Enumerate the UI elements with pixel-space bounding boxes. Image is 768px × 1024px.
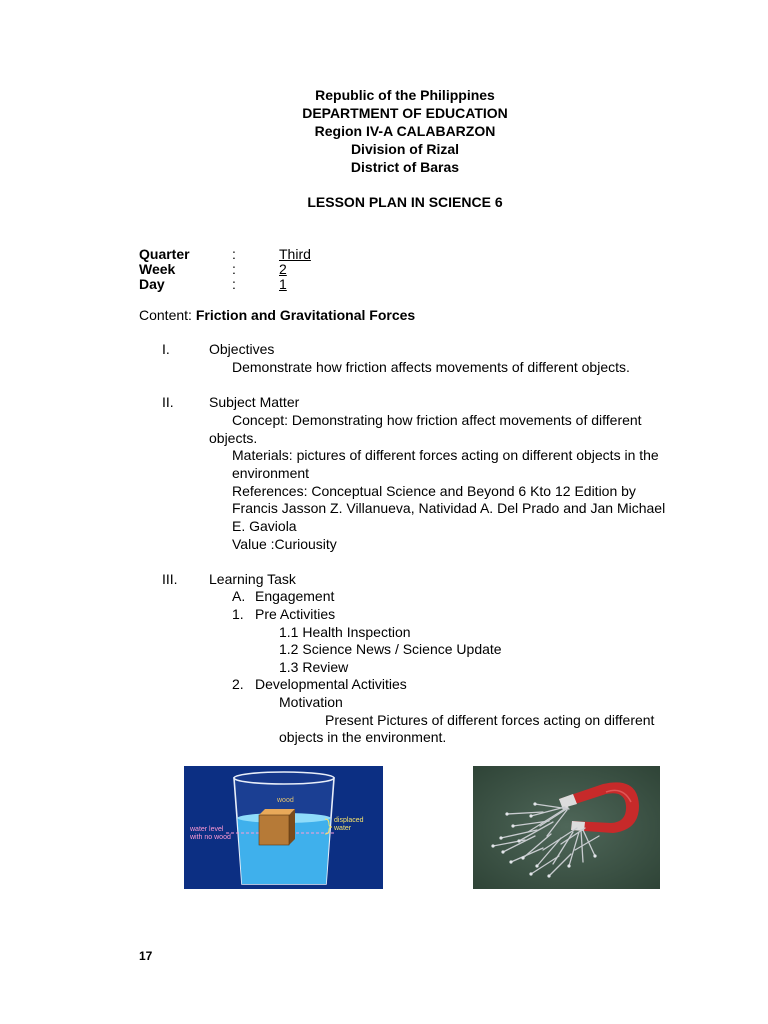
references-line-2: Francis Jasson Z. Villanueva, Natividad A. Del Prado and Jan Michael — [232, 500, 666, 516]
present-line-1: Present Pictures of different forces acting on different — [325, 712, 655, 728]
content-label: Content: — [139, 307, 192, 323]
lesson-title: LESSON PLAN IN SCIENCE 6 — [307, 194, 503, 210]
developmental-label: 2. — [232, 676, 244, 692]
meta-week-value: 2 — [279, 261, 287, 277]
meta-quarter-value: Third — [279, 246, 311, 262]
section-1-text: Demonstrate how friction affects movements of different objects. — [232, 359, 630, 375]
pre-activities-text: Pre Activities — [255, 606, 336, 622]
section-3-number: III. — [162, 571, 178, 587]
section-1-number: I. — [162, 341, 170, 357]
motivation-heading: Motivation — [279, 694, 343, 710]
page-number: 17 — [139, 949, 153, 963]
value-line: Value :Curiousity — [232, 536, 337, 552]
materials-line-2: environment — [232, 465, 310, 481]
pre-activities-label: 1. — [232, 606, 244, 622]
no-wood-label: with no wood — [190, 834, 231, 841]
magnet-image — [473, 766, 660, 889]
review-item: 1.3 Review — [279, 659, 349, 675]
header-department: DEPARTMENT OF EDUCATION — [302, 105, 508, 121]
displaced-water-label: water — [334, 825, 352, 832]
wood-label: wood — [277, 797, 294, 804]
displaced-label: displaced — [334, 817, 364, 824]
meta-week-label: Week — [139, 261, 176, 277]
science-news: 1.2 Science News / Science Update — [279, 641, 502, 657]
header-region: Region IV-A CALABARZON — [314, 123, 496, 139]
materials-line-1: Materials: pictures of different forces acting on different objects in the — [232, 447, 659, 463]
engagement-text: Engagement — [255, 588, 335, 604]
meta-quarter-sep: : — [232, 246, 236, 262]
section-1-heading: Objectives — [209, 341, 275, 357]
developmental-text: Developmental Activities — [255, 676, 407, 692]
beaker-wood-image — [184, 766, 383, 889]
header-district: District of Baras — [350, 159, 460, 175]
water-level-label: water level — [190, 826, 224, 833]
header-republic: Republic of the Philippines — [315, 87, 495, 103]
section-2-number: II. — [162, 394, 174, 410]
section-3-heading: Learning Task — [209, 571, 296, 587]
content-line — [139, 307, 415, 325]
references-line-3: E. Gaviola — [232, 518, 297, 534]
meta-day-value: 1 — [279, 276, 287, 292]
magnet-illustration — [473, 766, 660, 889]
engagement-label: A. — [232, 588, 246, 604]
content-value: Friction and Gravitational Forces — [195, 307, 416, 323]
concept-line-2: objects. — [209, 430, 258, 446]
meta-week-sep: : — [232, 261, 236, 277]
meta-day-label: Day — [139, 276, 165, 292]
health-inspection: 1.1 Health Inspection — [279, 624, 411, 640]
header-division: Division of Rizal — [350, 141, 460, 157]
references-line-1: References: Conceptual Science and Beyond 6 Kto 12 Edition by — [232, 483, 636, 499]
meta-quarter-label: Quarter — [139, 246, 190, 262]
section-2-heading: Subject Matter — [209, 394, 300, 410]
meta-day-sep: : — [232, 276, 236, 292]
present-line-2: objects in the environment. — [279, 729, 447, 745]
concept-line-1: Concept: Demonstrating how friction affect movements of different — [232, 412, 642, 428]
